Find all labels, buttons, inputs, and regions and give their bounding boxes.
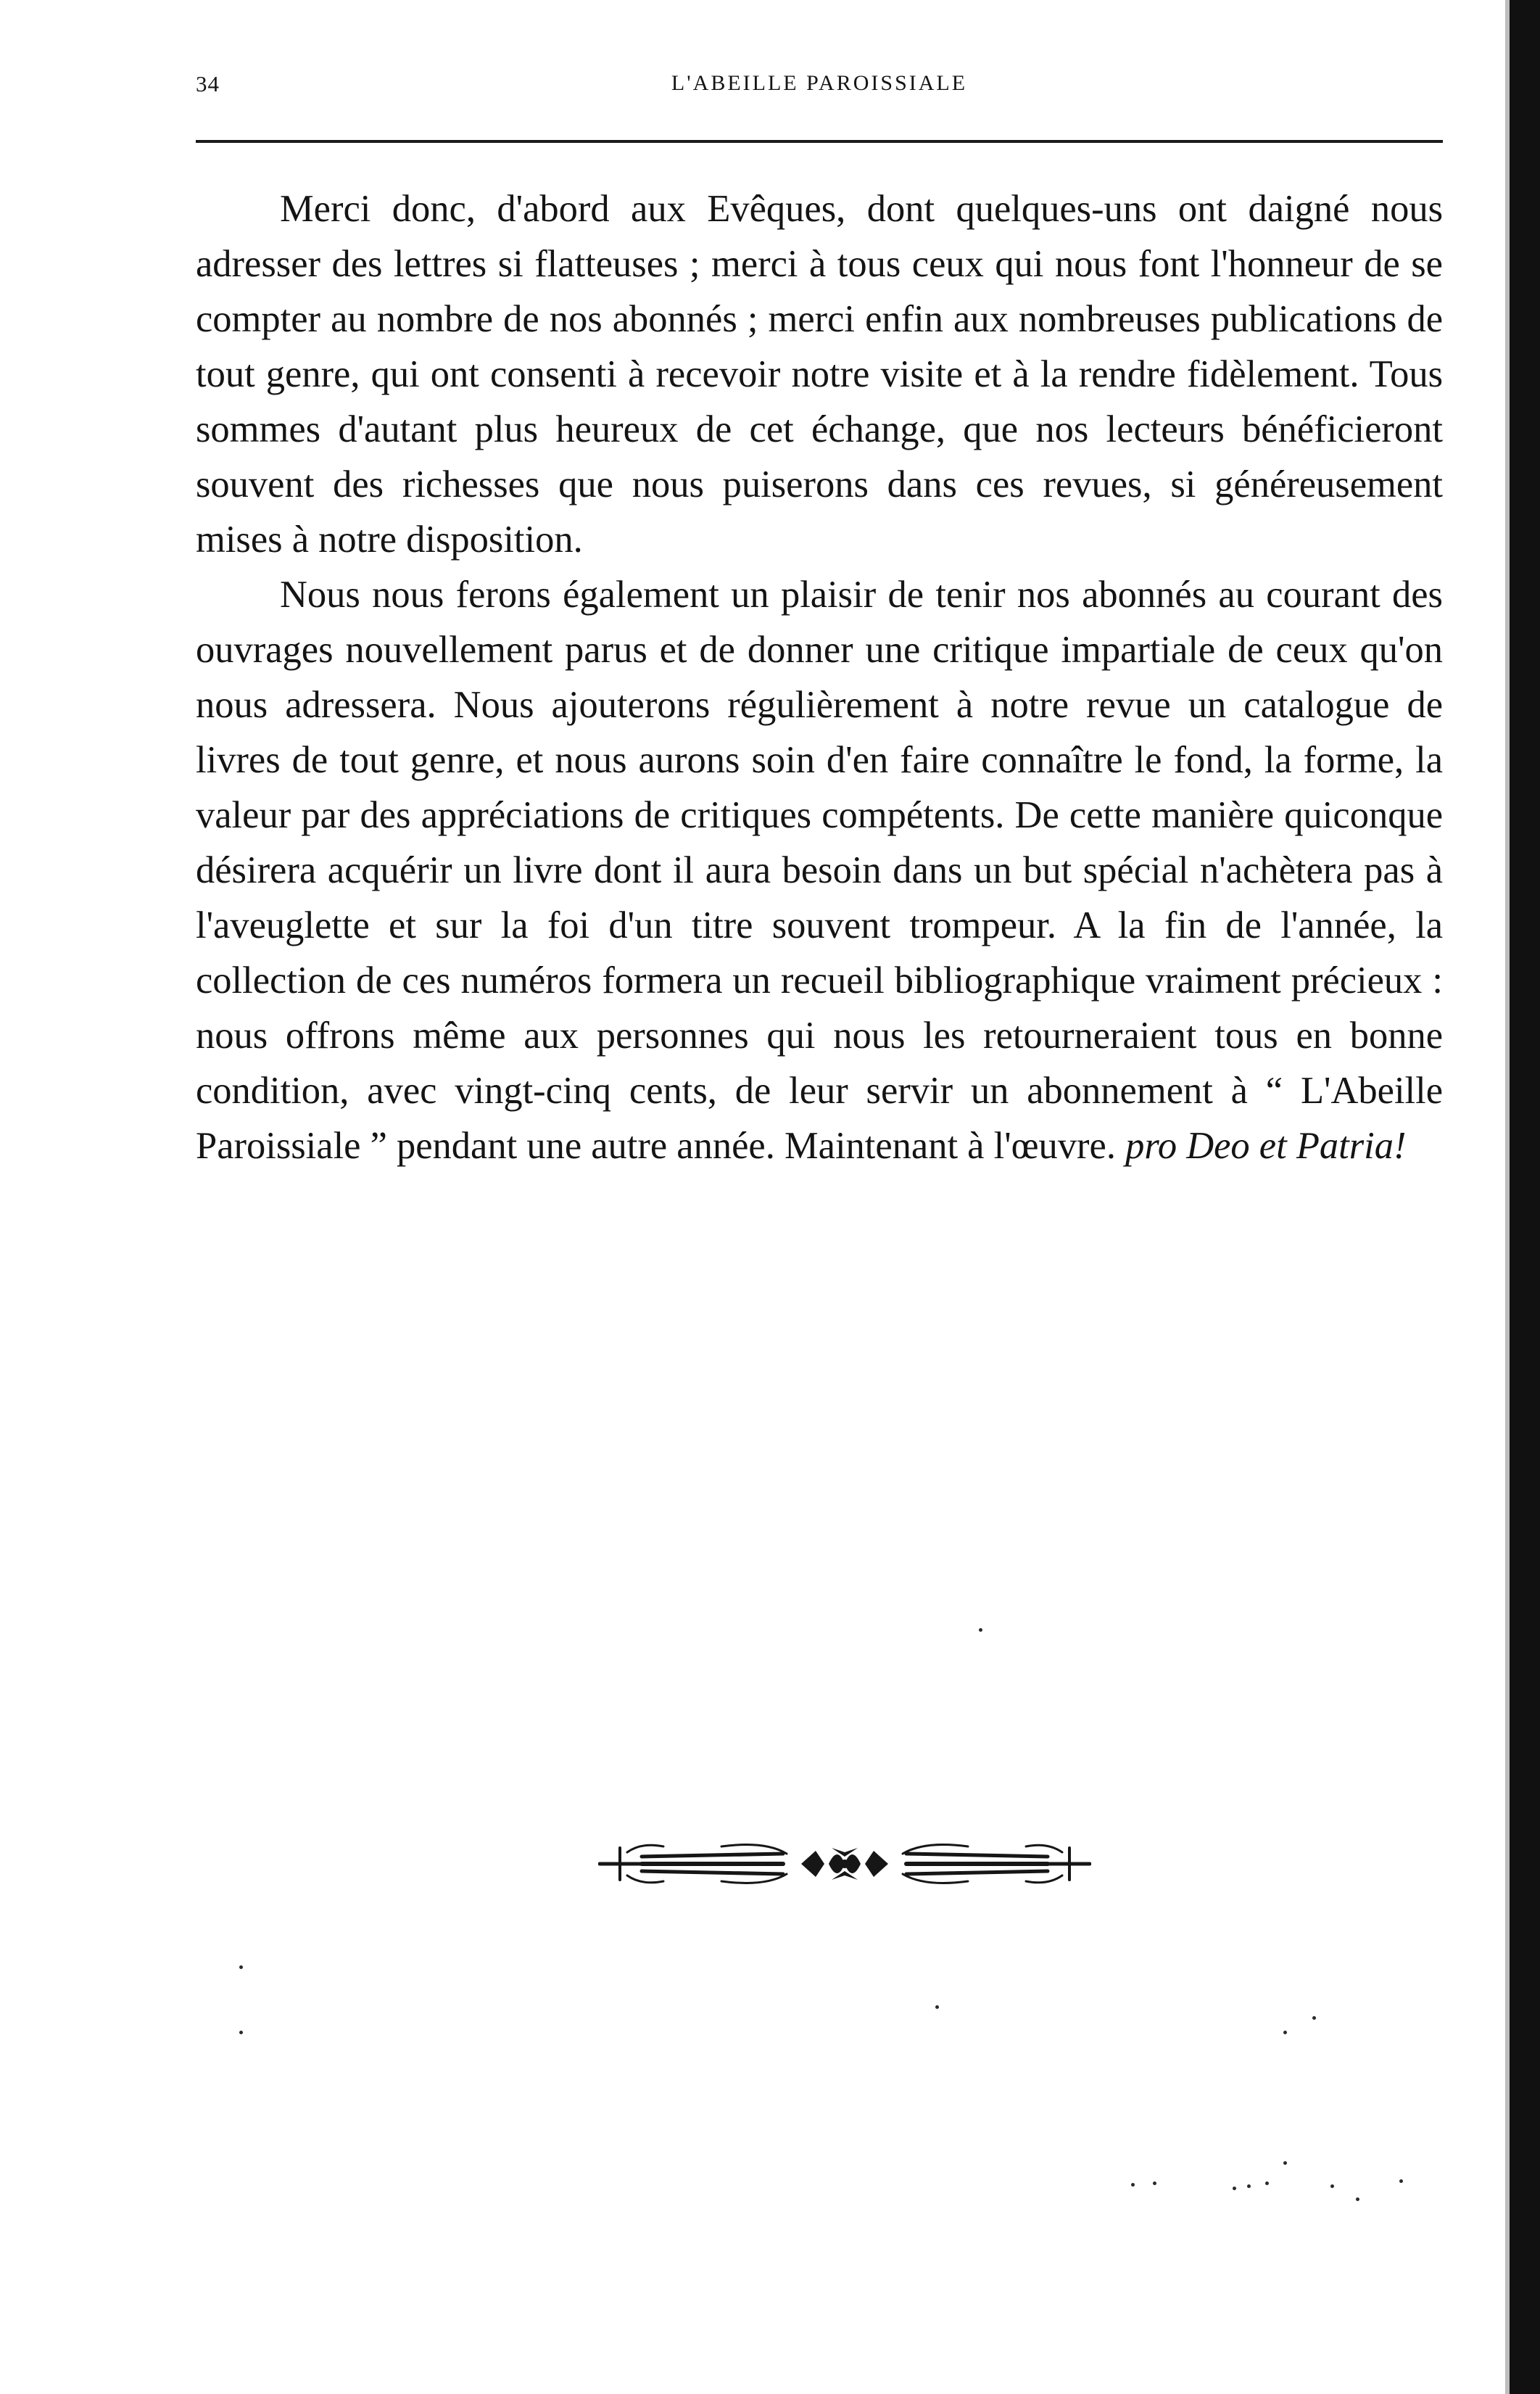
header-rule xyxy=(196,140,1443,143)
speck xyxy=(1131,2183,1135,2187)
body-text xyxy=(196,181,1443,1173)
speck xyxy=(1283,2031,1287,2034)
speck xyxy=(979,1628,982,1632)
speck xyxy=(1283,2161,1287,2165)
speck xyxy=(935,2005,939,2009)
speck xyxy=(239,2031,243,2034)
speck xyxy=(1265,2182,1269,2185)
speck xyxy=(1153,2182,1156,2185)
paragraph-1: Merci donc, d'abord aux Evêques, dont quelques-uns ont daigné nous adresser des lettres si flatteuses ; merci à tous ceux qui nous font l'honneur de se compter au nombre de nos abonnés ; merci enfin aux nombreuses publications de tout genre, qui ont consenti à recevoir notre visite et à la rendre fidèlement. Tous sommes d'autant plus heureux de cet échange, que nos lecteurs bénéficieront souvent des richesses que nous puiserons dans ces revues, si généreusement mises à notre disposition. xyxy=(196,188,1443,561)
speck xyxy=(1399,2179,1403,2183)
scroll-flourish-icon xyxy=(598,1835,1091,1893)
speck xyxy=(239,1965,243,1969)
closing-motto: pro Deo et Patria! xyxy=(1125,1125,1407,1167)
speck xyxy=(1247,2184,1251,2188)
paragraph-2 xyxy=(196,567,1443,1173)
running-title: L'ABEILLE PAROISSIALE xyxy=(671,71,968,95)
speck xyxy=(1356,2197,1359,2201)
speck xyxy=(1233,2187,1236,2190)
page-number: 34 xyxy=(196,71,220,96)
speck xyxy=(1330,2184,1334,2188)
paragraph-2-text: Nous nous ferons également un plaisir de tenir nos abonnés au courant des ouvrages nouvellement parus et de donner une critique impartiale de ceux qu'on nous adressera. Nous ajouterons régulièrement à notre revue un catalogue de livres de tout genre, et nous aurons soin d'en faire connaître le fond, la forme, la valeur par des appréciations de critiques compétents. De cette manière quiconque désirera acquérir un livre dont il aura besoin dans un but spécial n'achètera pas à l'aveuglette et sur la foi d'un titre souvent trompeur. A la fin de l'année, la collection de ces numéros formera un recueil bibliographique vraiment précieux : nous offrons même aux personnes qui nous les retourneraient tous en bonne condition, avec vingt-cinq cents, de leur servir un abonnement à “ L'Abeille Paroissiale ” pendant une autre année. Maintenant à l'œuvre. xyxy=(196,574,1443,1167)
running-header xyxy=(196,71,1443,107)
page-edge-border xyxy=(1510,0,1540,2394)
speck xyxy=(1312,2016,1316,2020)
